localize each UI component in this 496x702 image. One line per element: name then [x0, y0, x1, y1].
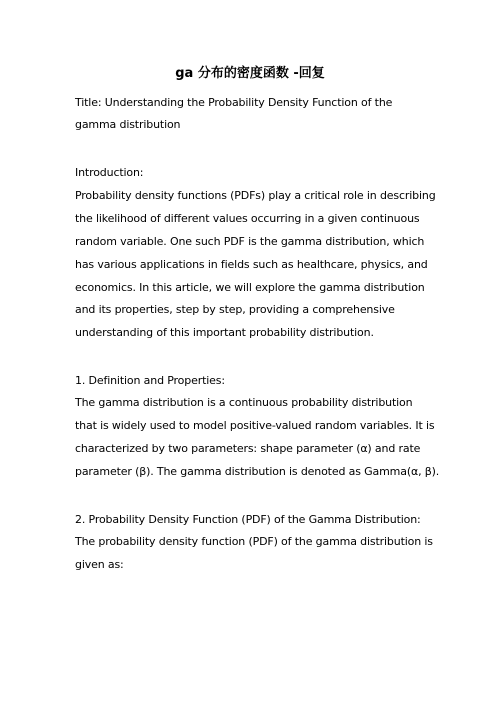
text-line: understanding of this important probability distribution.: [75, 326, 374, 339]
text-line: Probability density functions (PDFs) play a critical role in describing: [75, 189, 436, 202]
text-line: given as:: [75, 558, 124, 571]
text-line: Title: Understanding the Probability Density Function of the: [75, 96, 393, 109]
text-line: and its properties, step by step, providing a comprehensive: [75, 303, 395, 316]
text-line: the likelihood of different values occurring in a given continuous: [75, 212, 420, 225]
text-line: has various applications in fields such as healthcare, physics, and: [75, 258, 428, 271]
text-line: parameter (β). The gamma distribution is denoted as Gamma(α, β).: [75, 465, 440, 478]
text-line: The gamma distribution is a continuous probability distribution: [75, 396, 413, 409]
text-line: that is widely used to model positive-valued random variables. It is: [75, 419, 435, 432]
text-line: gamma distribution: [75, 118, 181, 131]
text-line: 2. Probability Density Function (PDF) of the Gamma Distribution:: [75, 513, 421, 526]
text-line: random variable. One such PDF is the gamma distribution, which: [75, 235, 425, 248]
text-line: characterized by two parameters: shape parameter (α) and rate: [75, 442, 421, 455]
text-line: 1. Definition and Properties:: [75, 374, 225, 387]
text-line: The probability density function (PDF) of the gamma distribution is: [75, 535, 433, 548]
text-line: economics. In this article, we will explore the gamma distribution: [75, 281, 425, 294]
text-line: Introduction:: [75, 166, 144, 179]
document-title: ga 分布的密度函数 -回复: [175, 66, 325, 81]
